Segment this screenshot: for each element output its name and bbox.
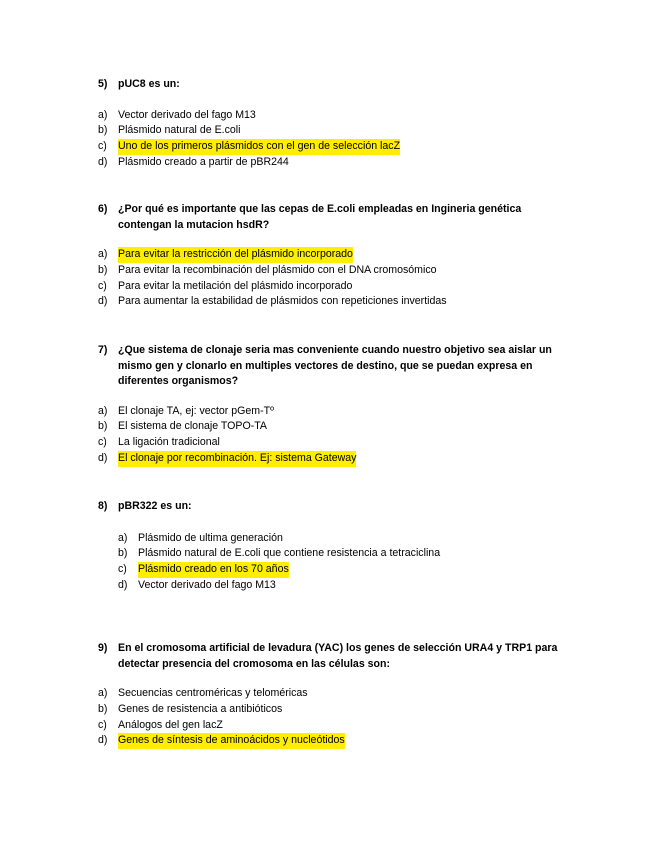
option-text: Plásmido creado a partir de pBR244 bbox=[118, 155, 289, 168]
option-letter: d) bbox=[98, 155, 108, 168]
option-text-highlighted: Uno de los primeros plásmidos con el gen de selección lacZ bbox=[118, 139, 400, 155]
option-d bbox=[98, 578, 568, 594]
option-text: Secuencias centroméricas y teloméricas bbox=[118, 687, 308, 699]
option-letter: c) bbox=[118, 563, 127, 576]
option-text-highlighted: Para evitar la restricción del plásmido incorporado bbox=[118, 247, 353, 263]
question-5 bbox=[98, 77, 568, 171]
option-text: Vector derivado del fago M13 bbox=[138, 578, 276, 591]
question-number: 9) bbox=[98, 642, 108, 654]
option-c bbox=[98, 562, 568, 578]
question-title bbox=[98, 343, 568, 390]
question-8 bbox=[98, 499, 568, 594]
option-letter: d) bbox=[98, 295, 108, 308]
option-d bbox=[98, 733, 568, 749]
option-list bbox=[98, 531, 568, 594]
question-title bbox=[98, 499, 568, 515]
option-text: Para evitar la metilación del plásmido incorporado bbox=[118, 279, 353, 292]
option-letter: d) bbox=[98, 451, 108, 464]
option-letter: b) bbox=[98, 420, 108, 433]
question-6 bbox=[98, 202, 568, 310]
option-a bbox=[98, 108, 568, 124]
question-number: 5) bbox=[98, 78, 108, 90]
question-title bbox=[98, 202, 568, 233]
question-text: En el cromosoma artificial de levadura (YAC) los genes de selección URA4 y TRP1 para detectar presencia del cromosoma en las células son: bbox=[118, 642, 558, 670]
option-d bbox=[98, 294, 568, 310]
option-a bbox=[98, 531, 568, 547]
option-text: El clonaje TA, ej: vector pGem-Tº bbox=[118, 404, 274, 417]
option-text: Plásmido de ultima generación bbox=[138, 531, 283, 544]
option-letter: c) bbox=[98, 436, 107, 449]
option-text: Para aumentar la estabilidad de plásmidos con repeticiones invertidas bbox=[118, 295, 447, 308]
option-text: Vector derivado del fago M13 bbox=[118, 108, 256, 121]
option-list bbox=[98, 247, 568, 310]
question-text: ¿Por qué es importante que las cepas de E.coli empleadas en Ingineria genética contengan la mutacion hsdR? bbox=[118, 203, 522, 231]
option-a bbox=[98, 404, 568, 420]
option-c bbox=[98, 139, 568, 155]
option-letter: a) bbox=[98, 248, 108, 260]
option-text: Para evitar la recombinación del plásmido con el DNA cromosómico bbox=[118, 263, 437, 276]
option-list bbox=[98, 108, 568, 171]
option-a bbox=[98, 247, 568, 263]
option-text-highlighted: Genes de síntesis de aminoácidos y nucleótidos bbox=[118, 733, 345, 749]
option-a bbox=[98, 686, 568, 702]
question-text: pBR322 es un: bbox=[118, 500, 192, 512]
option-list bbox=[98, 686, 568, 749]
question-number: 7) bbox=[98, 344, 108, 356]
option-letter: b) bbox=[118, 547, 128, 560]
question-text: pUC8 es un: bbox=[118, 78, 180, 90]
option-d bbox=[98, 155, 568, 171]
option-b bbox=[98, 123, 568, 139]
option-d bbox=[98, 451, 568, 467]
option-list bbox=[98, 404, 568, 467]
option-c bbox=[98, 718, 568, 734]
option-b bbox=[98, 702, 568, 718]
option-text: Análogos del gen lacZ bbox=[118, 718, 223, 731]
option-letter: c) bbox=[98, 279, 107, 292]
option-text: El sistema de clonaje TOPO-TA bbox=[118, 420, 267, 433]
option-letter: d) bbox=[118, 578, 128, 591]
question-7 bbox=[98, 343, 568, 467]
option-letter: c) bbox=[98, 140, 107, 153]
option-letter: a) bbox=[118, 531, 128, 544]
question-number: 6) bbox=[98, 203, 108, 215]
option-b bbox=[98, 263, 568, 279]
option-text-highlighted: El clonaje por recombinación. Ej: sistema Gateway bbox=[118, 451, 356, 467]
option-letter: b) bbox=[98, 702, 108, 715]
question-text: ¿Que sistema de clonaje seria mas conveniente cuando nuestro objetivo sea aislar un mismo gen y clonarlo en multiples vectores de destino, que se puedan expresa en diferentes organismos? bbox=[118, 344, 552, 387]
question-number: 8) bbox=[98, 500, 108, 512]
option-letter: a) bbox=[98, 687, 108, 699]
option-b bbox=[98, 546, 568, 562]
option-letter: b) bbox=[98, 124, 108, 137]
question-title bbox=[98, 77, 568, 93]
option-letter: a) bbox=[98, 404, 108, 417]
question-title bbox=[98, 641, 568, 672]
option-letter: c) bbox=[98, 718, 107, 731]
option-c bbox=[98, 279, 568, 295]
question-9 bbox=[98, 641, 568, 749]
option-letter: d) bbox=[98, 734, 108, 747]
option-b bbox=[98, 419, 568, 435]
option-text: La ligación tradicional bbox=[118, 436, 220, 449]
option-letter: a) bbox=[98, 108, 108, 121]
option-c bbox=[98, 435, 568, 451]
option-text: Genes de resistencia a antibióticos bbox=[118, 702, 283, 715]
option-letter: b) bbox=[98, 263, 108, 276]
option-text: Plásmido natural de E.coli bbox=[118, 124, 241, 137]
option-text: Plásmido natural de E.coli que contiene resistencia a tetraciclina bbox=[138, 547, 441, 560]
option-text-highlighted: Plásmido creado en los 70 años bbox=[138, 562, 289, 578]
